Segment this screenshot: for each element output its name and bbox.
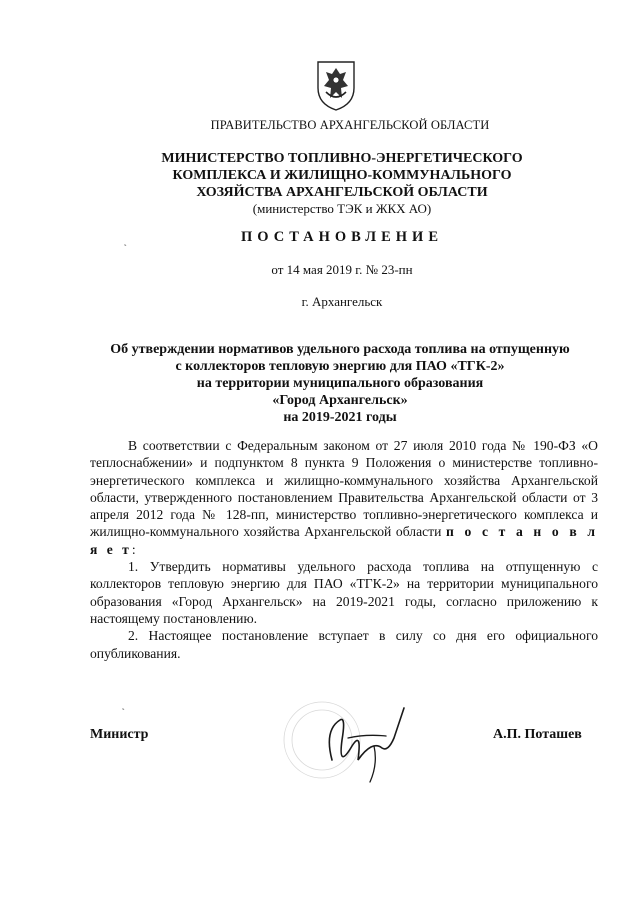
signatory-role: Министр: [90, 727, 149, 742]
resolves-tail: :: [131, 541, 136, 557]
subject-line: с коллекторов тепловую энергию для ПАО «ТГК-2»: [175, 359, 505, 374]
decree-title: ПОСТАНОВЛЕНИЕ: [240, 229, 443, 245]
ministry-name: [22, 150, 640, 201]
preamble-text: В соответствии с Федеральным законом от 27 июля 2010 года № 190-ФЗ «О теплоснабжении» и подпунктом 8 пункта 9 Положения о министерстве топливно-энергетического комплекса и жилищно-коммунального хозяйства Архангельской области, утвержденного постановлением Правительства Архангельской области от 3 апреля 2012 года № 128-пп, министерство топливно-энергетического комплекса и жилищно-коммунального хозяйства Архангельской области: [90, 438, 598, 540]
scan-artifact: ˛: [124, 236, 127, 246]
ministry-line: КОМПЛЕКСА И ЖИЛИЩНО-КОММУНАЛЬНОГО: [172, 168, 512, 183]
scan-artifact: ˛: [122, 700, 125, 710]
decree-date-number: от 14 мая 2019 г. № 23-пн: [271, 262, 413, 277]
subject-line: на территории муниципального образования: [196, 376, 484, 391]
item-2-paragraph: 2. Настоящее постановление вступает в силу со дня его официального опубликования.: [90, 628, 598, 661]
coat-of-arms-emblem: [314, 58, 358, 112]
subject-line: Об утверждении нормативов удельного расхода топлива на отпущенную: [110, 342, 570, 357]
handwritten-signature: [262, 690, 422, 790]
decree-subject: [30, 341, 640, 426]
signatory-name: А.П. Поташев: [493, 727, 582, 742]
resolves-word: п о с т а н о в л я е т: [90, 524, 598, 557]
subject-line: на 2019-2021 годы: [283, 410, 397, 425]
item-1-paragraph: 1. Утвердить нормативы удельного расхода топлива на отпущенную с коллекторов тепловую энергию для ПАО «ТГК-2» на территории муниципального образования «Город Архангельск» на 2019-2021 годы, согласно приложению к настоящему постановлению.: [90, 559, 598, 626]
government-name: ПРАВИТЕЛЬСТВО АРХАНГЕЛЬСКОЙ ОБЛАСТИ: [210, 118, 490, 132]
decree-city: г. Архангельск: [301, 294, 383, 309]
decree-body: [90, 437, 598, 662]
subject-line: «Город Архангельск»: [272, 393, 408, 408]
ministry-short-name: (министерство ТЭК и ЖКХ АО): [252, 201, 432, 216]
ministry-line: ХОЗЯЙСТВА АРХАНГЕЛЬСКОЙ ОБЛАСТИ: [196, 185, 488, 200]
preamble-paragraph: [90, 437, 598, 558]
ministry-line: МИНИСТЕРСТВО ТОПЛИВНО-ЭНЕРГЕТИЧЕСКОГО: [161, 151, 523, 166]
